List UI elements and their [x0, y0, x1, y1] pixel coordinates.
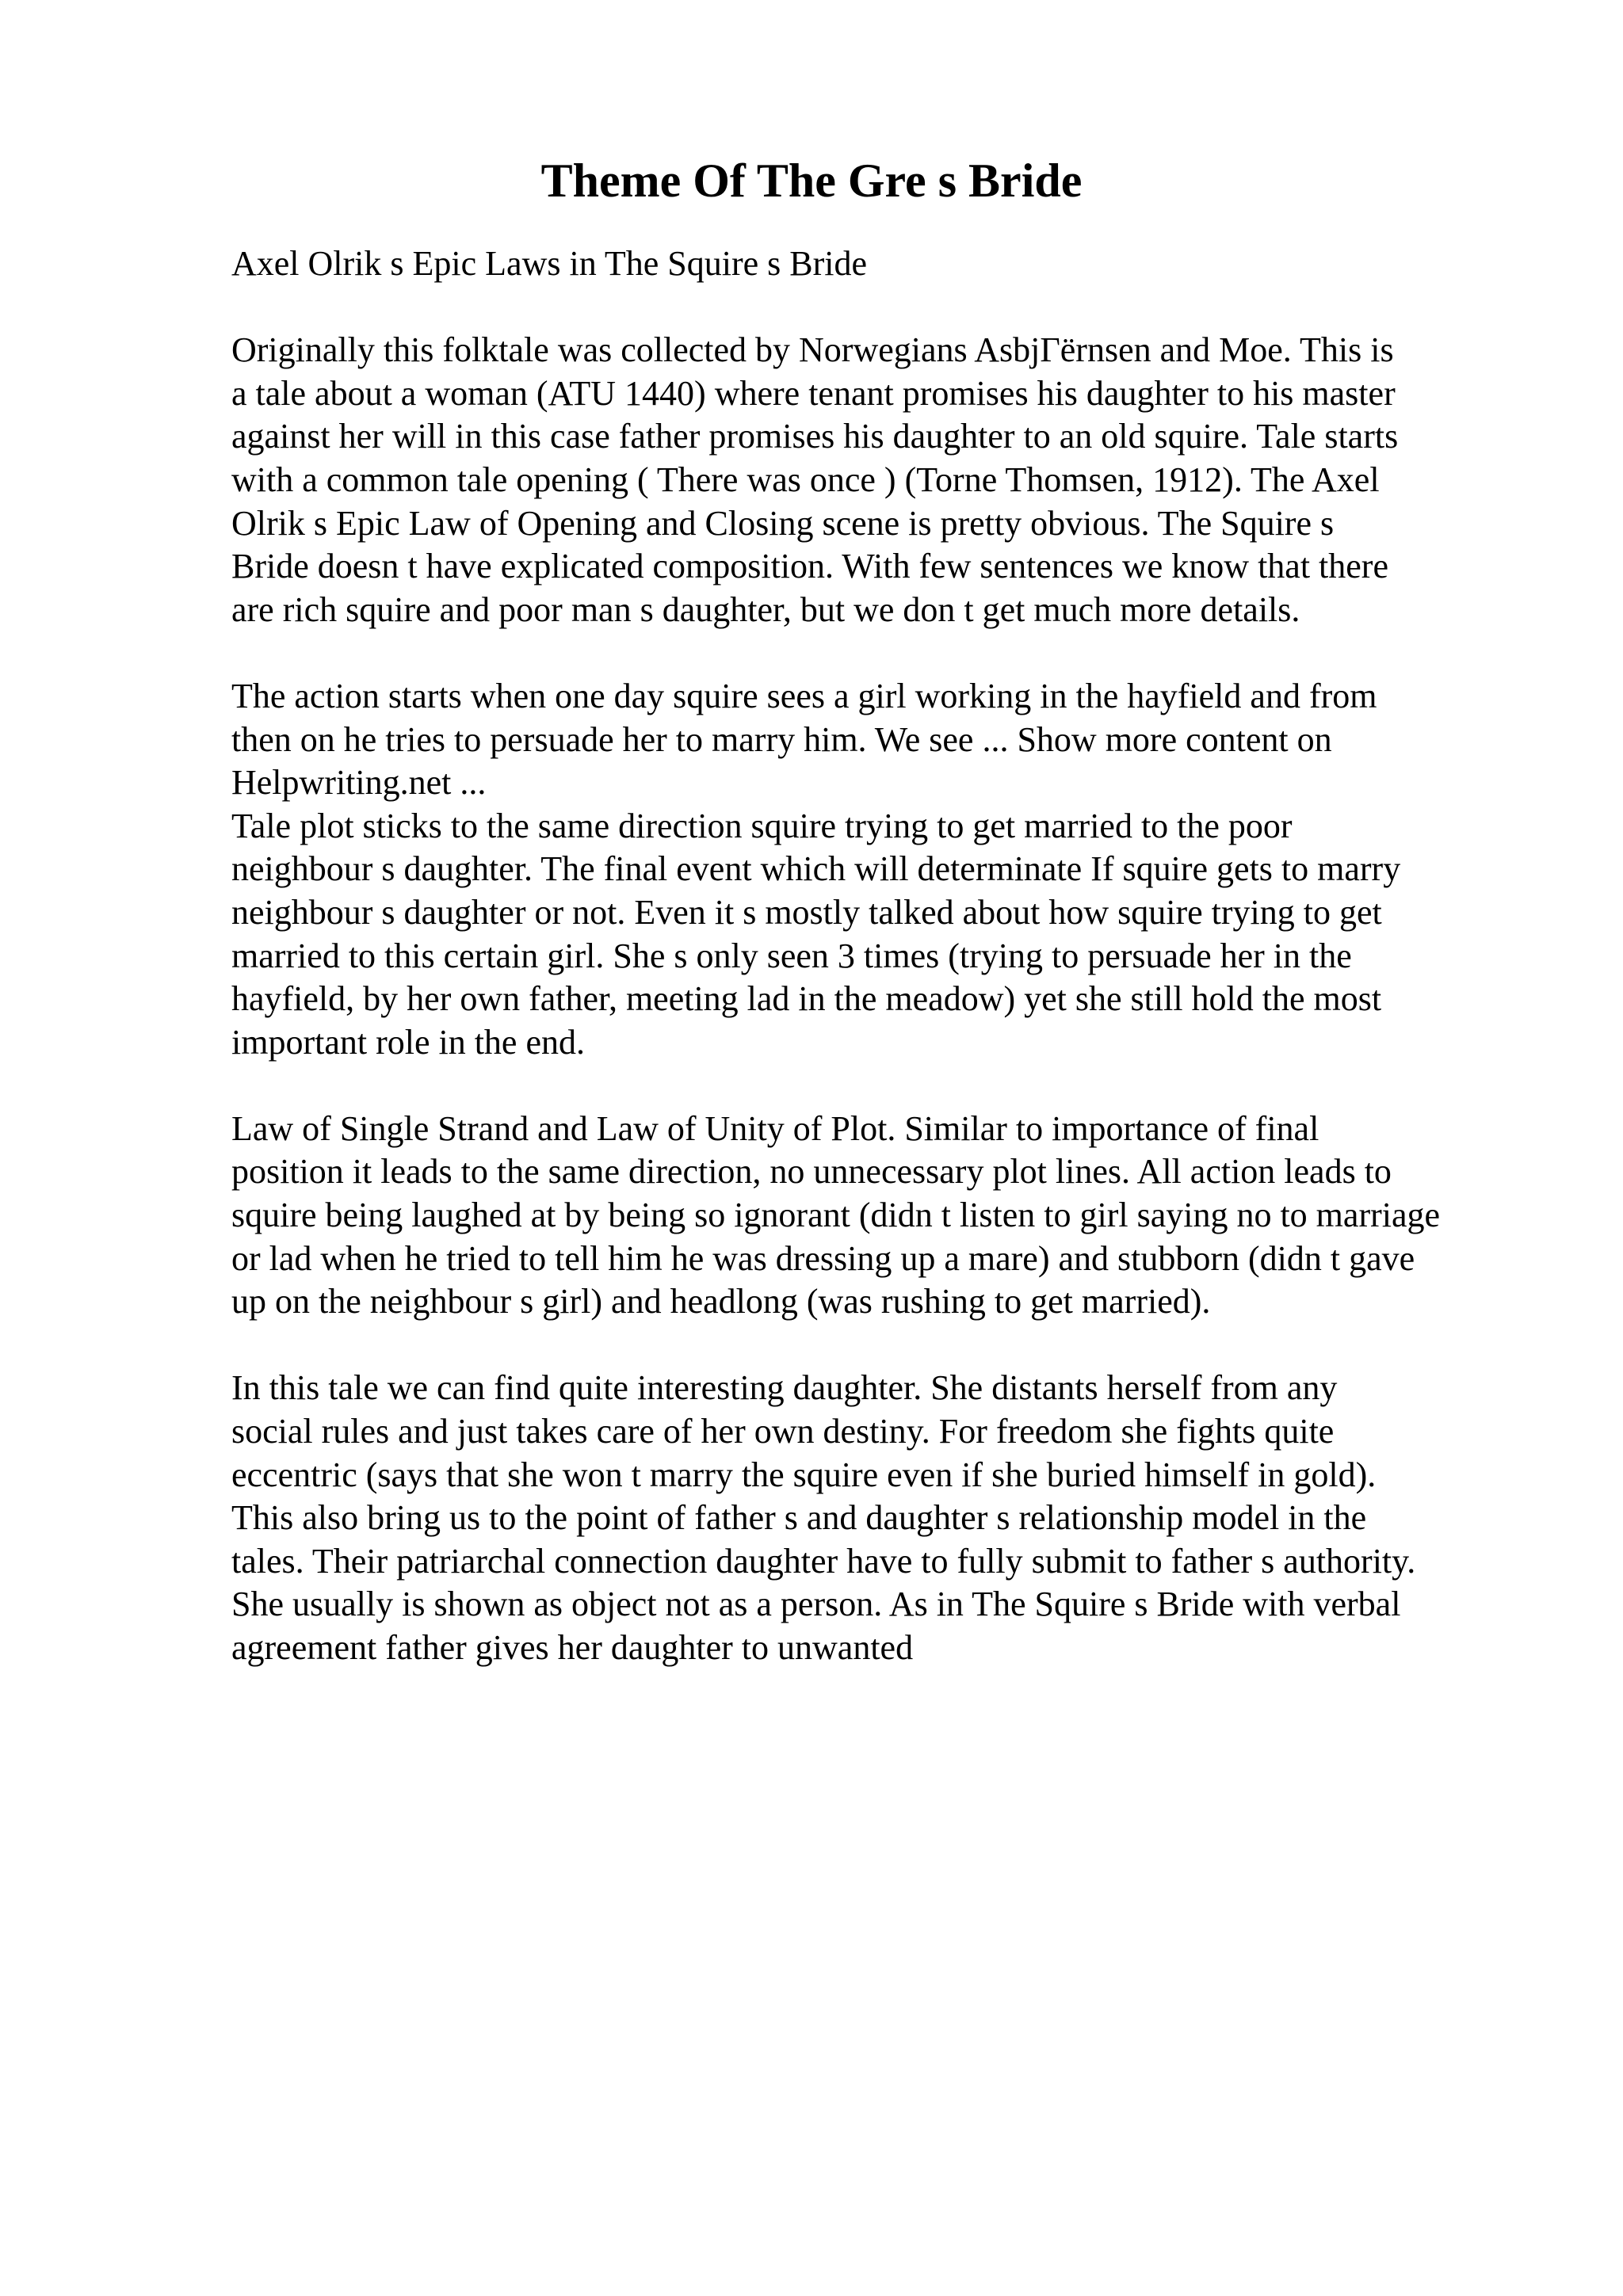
paragraph-line: eccentric (says that she won t marry the squire even if she buried himself in gold). — [231, 1455, 1377, 1494]
document-body — [231, 242, 1531, 1713]
paragraph-line: social rules and just takes care of her own destiny. For freedom she fights quite — [231, 1412, 1335, 1451]
paragraph-3 — [231, 805, 1531, 1065]
paragraph-line: position it leads to the same direction, no unnecessary plot lines. All action leads to — [231, 1152, 1392, 1192]
paragraph-line: The action starts when one day squire sees a girl working in the hayfield and from — [231, 676, 1377, 715]
paragraph-line: Law of Single Strand and Law of Unity of Plot. Similar to importance of final — [231, 1108, 1319, 1148]
paragraph-line: agreement father gives her daughter to unwanted — [231, 1628, 914, 1667]
paragraph-line: She usually is shown as object not as a person. As in The Squire s Bride with verbal — [231, 1585, 1401, 1624]
paragraph-1 — [231, 329, 1531, 631]
paragraph-line: neighbour s daughter or not. Even it s mostly talked about how squire trying to get — [231, 892, 1382, 932]
paragraph-line: In this tale we can find quite interesting daughter. She distants herself from any — [231, 1368, 1338, 1408]
paragraph-line: Bride doesn t have explicated composition. With few sentences we know that there — [231, 547, 1388, 586]
document-title: Theme Of The Gre s Bride — [540, 154, 1083, 207]
paragraph-line: a tale about a woman (ATU 1440) where tenant promises his daughter to his master — [231, 373, 1396, 413]
paragraph-line: up on the neighbour s girl) and headlong (was rushing to get married). — [231, 1282, 1211, 1322]
paragraph-line: are rich squire and poor man s daughter, but we don t get much more details. — [231, 589, 1300, 629]
paragraph-line: important role in the end. — [231, 1022, 585, 1062]
paragraph-line: Tale plot sticks to the same direction squire trying to get married to the poor — [231, 806, 1293, 845]
paragraph-line: This also bring us to the point of father s and daughter s relationship model in the — [231, 1498, 1367, 1538]
paragraph-line: then on he tries to persuade her to marry him. We see ... Show more content on — [231, 719, 1332, 759]
paragraph-line: neighbour s daughter. The final event which will determinate If squire gets to marry — [231, 849, 1401, 889]
paragraph-line: Helpwriting.net ... — [231, 763, 487, 803]
paragraph-line: married to this certain girl. She s only seen 3 times (trying to persuade her in the — [231, 936, 1352, 975]
paragraph-line: Originally this folktale was collected by Norwegians AsbjГёrnsen and Moe. This is — [231, 330, 1394, 370]
paragraph-line: hayfield, by her own father, meeting lad in the meadow) yet she still hold the most — [231, 979, 1382, 1019]
paragraph-5 — [231, 1367, 1531, 1669]
document-subtitle: Axel Olrik s Epic Laws in The Squire s Bride — [231, 244, 868, 283]
paragraph-line: Olrik s Epic Law of Opening and Closing scene is pretty obvious. The Squire s — [231, 503, 1335, 543]
paragraph-line: against her will in this case father promises his daughter to an old squire. Tale starts — [231, 417, 1399, 456]
paragraph-line: tales. Their patriarchal connection daughter have to fully submit to father s authority. — [231, 1541, 1416, 1581]
paragraph-line: with a common tale opening ( There was once ) (Torne Thomsen, 1912). The Axel — [231, 460, 1380, 499]
paragraph-line: squire being laughed at by being so ignorant (didn t listen to girl saying no to marriage — [231, 1196, 1441, 1235]
paragraph-line: or lad when he tried to tell him he was dressing up a mare) and stubborn (didn t gave — [231, 1238, 1415, 1278]
paragraph-4 — [231, 1108, 1531, 1324]
paragraph-2 — [231, 675, 1531, 805]
